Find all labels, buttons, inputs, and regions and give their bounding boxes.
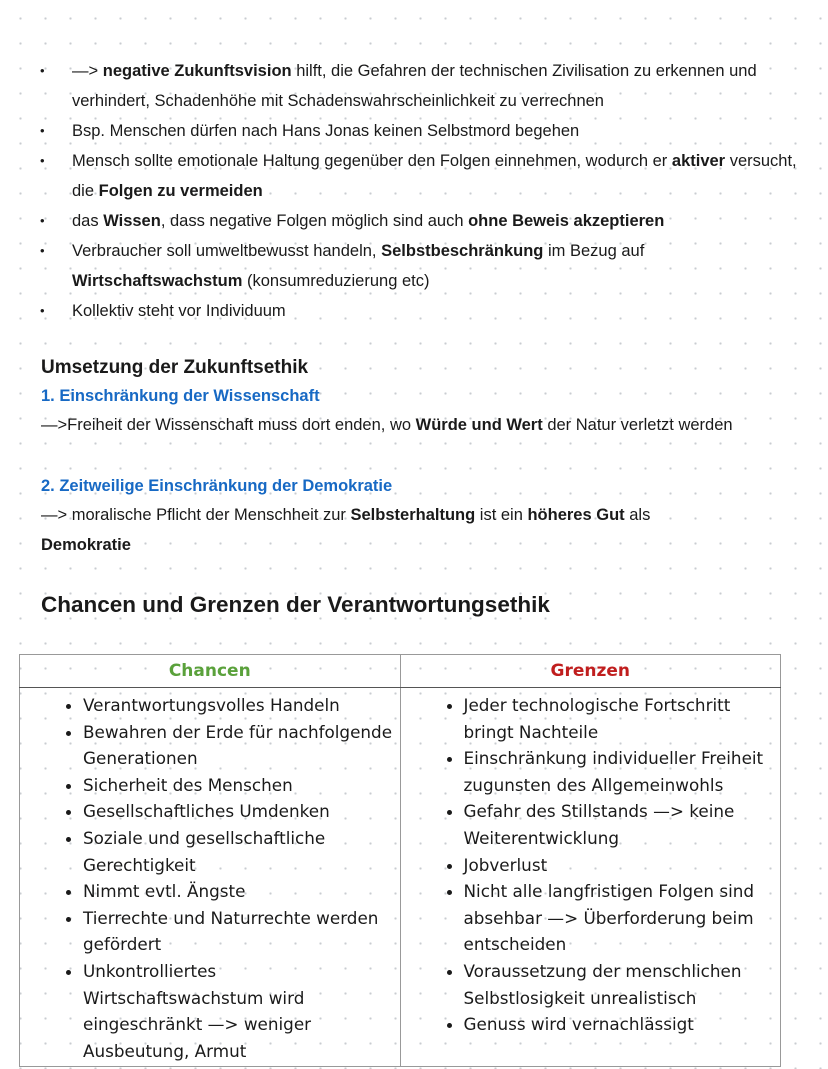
list-item: • Tierrechte und Naturrechte werden gefördert [83,905,400,958]
list-item: • Unkontrolliertes Wirtschaftswachstum wird eingeschränkt —> weniger Ausbeutung, Armut [83,958,400,1064]
list-item: • Gesellschaftliches Umdenken [83,798,400,825]
list-item: • —> negative Zukunftsvision hilft, die Gefahren der technischen Zivilisation zu erkennen und verhindert, Schadenhöhe mit Schadenswahrscheinlichkeit zu verrechnen [40,56,800,116]
list-item: • Verbraucher soll umweltbewusst handeln, Selbstbeschränkung im Bezug auf Wirtschaftswachstum (konsumreduzierung etc) [40,236,800,296]
grenzen-list [401,692,781,1038]
grenzen-cell [400,688,781,1067]
chancen-list [20,692,400,1064]
subheading-demokratie: 2. Zeitweilige Einschränkung der Demokratie [41,477,393,495]
list-item: • Genuss wird vernachlässigt [464,1011,781,1038]
chancen-grenzen-table [19,654,781,1067]
list-item: • Bsp. Menschen dürfen nach Hans Jonas keinen Selbstmord begehen [40,116,800,146]
list-item: • Soziale und gesellschaftliche Gerechtigkeit [83,825,400,878]
list-item: • Sicherheit des Menschen [83,772,400,799]
subheading-wissenschaft: 1. Einschränkung der Wissenschaft [41,387,320,405]
list-item: • Mensch sollte emotionale Haltung gegenüber den Folgen einnehmen, wodurch er aktiver versucht, die Folgen zu vermeiden [40,146,800,206]
chancen-cell [20,688,401,1067]
list-item: • Nicht alle langfristigen Folgen sind absehbar —> Überforderung beim entscheiden [464,878,781,958]
list-item: • das Wissen, dass negative Folgen möglich sind auch ohne Beweis akzeptieren [40,206,800,236]
list-item: • Voraussetzung der menschlichen Selbstlosigkeit unrealistisch [464,958,781,1011]
list-item: • Bewahren der Erde für nachfolgende Generationen [83,719,400,772]
paragraph-demokratie: —> moralische Pflicht der Menschheit zur Selbsterhaltung ist ein höheres Gut als Demokratie [41,506,651,554]
bullet-list [40,56,800,326]
list-item: • Jobverlust [464,852,781,879]
list-item: • Nimmt evtl. Ängste [83,878,400,905]
list-item: • Jeder technologische Fortschritt bringt Nachteile [464,692,781,745]
list-item: • Einschränkung individueller Freiheit zugunsten des Allgemeinwohls [464,745,781,798]
section-title-chancen-grenzen: Chancen und Grenzen der Verantwortungsethik [41,592,550,617]
list-item: • Gefahr des Stillstands —> keine Weiterentwicklung [464,798,781,851]
list-item: • Verantwortungsvolles Handeln [83,692,400,719]
column-header-chancen: Chancen [20,655,401,688]
section-title-umsetzung: Umsetzung der Zukunftsethik [41,357,309,378]
column-header-grenzen: Grenzen [400,655,781,688]
list-item: • Kollektiv steht vor Individuum [40,296,800,326]
paragraph-wissenschaft: —>Freiheit der Wissenschaft muss dort enden, wo Würde und Wert der Natur verletzt werden [41,416,733,434]
